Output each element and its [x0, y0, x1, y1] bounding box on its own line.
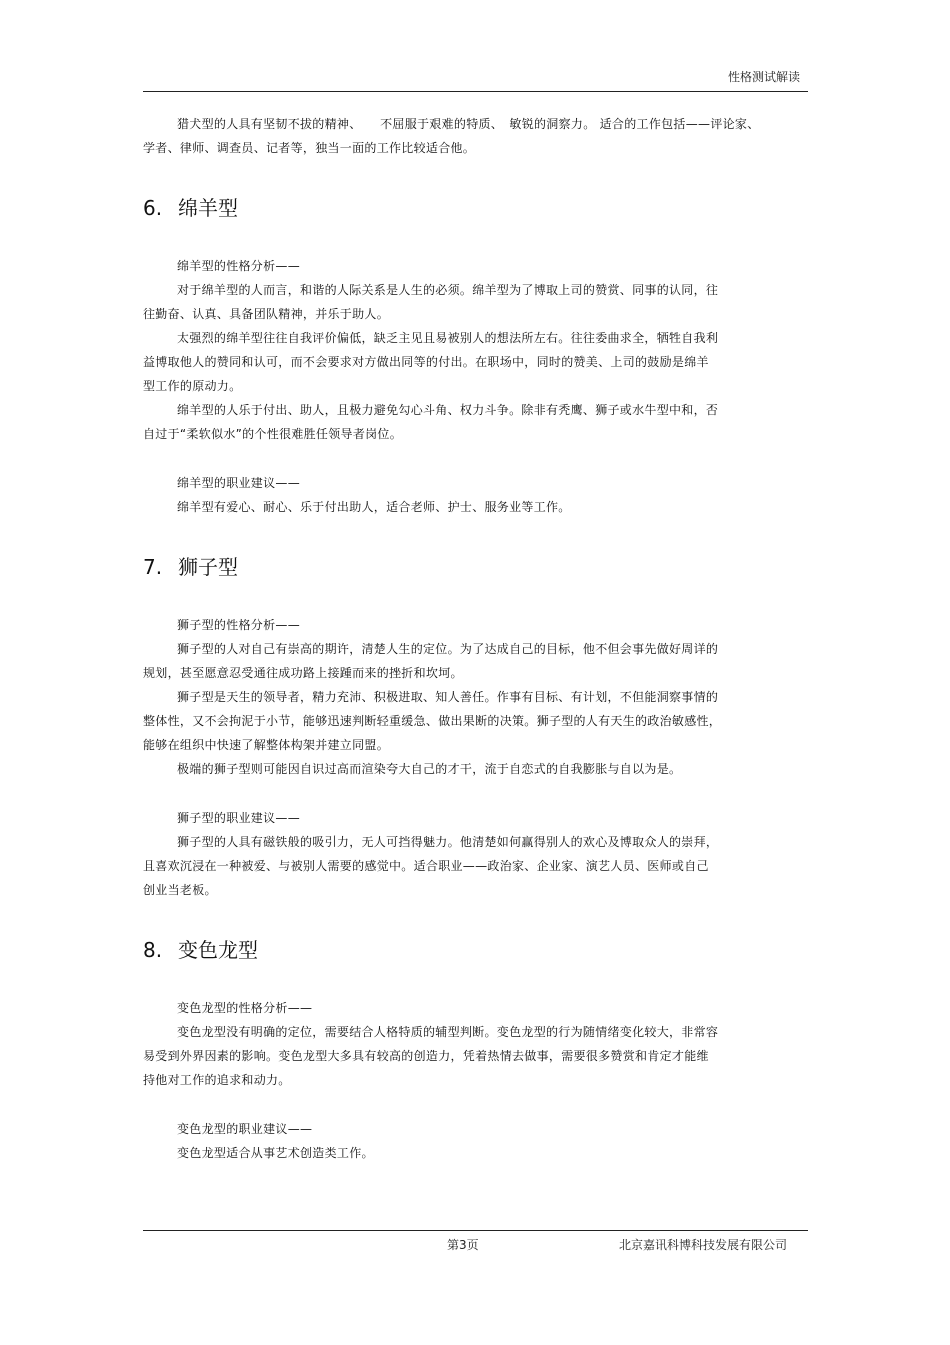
career-label: 变色龙型的职业建议—— [177, 1122, 313, 1136]
footer-divider [143, 1230, 808, 1231]
career-label: 绵羊型的职业建议—— [177, 476, 301, 490]
paragraph-line: 能够在组织中快速了解整体构架并建立同盟。 [143, 738, 390, 752]
analysis-label: 变色龙型的性格分析—— [177, 1001, 313, 1015]
section-heading [143, 555, 803, 579]
paragraph-line: 变色龙型适合从事艺术创造类工作。 [177, 1146, 374, 1160]
paragraph-line: 变色龙型没有明确的定位，需要结合人格特质的辅型判断。变色龙型的行为随情绪变化较大，非常容 [177, 1025, 719, 1039]
paragraph-line: 创业当老板。 [143, 883, 217, 897]
paragraph-line: 规划，甚至愿意忍受通往成功路上接踵而来的挫折和坎坷。 [143, 666, 463, 680]
paragraph-line: 绵羊型有爱心、耐心、乐于付出助人，适合老师、护士、服务业等工作。 [177, 500, 571, 514]
section-title: 狮子型 [178, 555, 238, 579]
document-body [143, 112, 803, 1165]
company-name: 北京嘉讯科博科技发展有限公司 [618, 1238, 787, 1252]
section-number: 6. [143, 196, 163, 220]
section-heading [143, 196, 803, 220]
paragraph-line: 绵羊型的人乐于付出、助人，且极力避免勾心斗角、权力斗争。除非有秃鹰、狮子或水牛型中和，否 [177, 403, 719, 417]
paragraph-line: 易受到外界因素的影响。变色龙型大多具有较高的创造力，凭着热情去做事，需要很多赞赏和肯定才能维 [143, 1049, 709, 1063]
paragraph-line: 自过于“柔软似水”的个性很难胜任领导者岗位。 [143, 427, 403, 441]
paragraph-line: 极端的狮子型则可能因自识过高而渲染夸大自己的才干，流于自恋式的自我膨胀与自以为是。 [177, 762, 682, 776]
paragraph-line: 狮子型的人对自己有崇高的期许，清楚人生的定位。为了达成自己的目标，他不但会事先做好周详的 [177, 642, 719, 656]
section-heading [143, 938, 803, 962]
paragraph-line: 型工作的原动力。 [143, 379, 242, 393]
paragraph-line: 持他对工作的追求和动力。 [143, 1073, 291, 1087]
analysis-label: 绵羊型的性格分析—— [177, 259, 301, 273]
section-number: 8. [143, 938, 163, 962]
paragraph-line: 整体性，又不会拘泥于小节，能够迅速判断轻重缓急、做出果断的决策。狮子型的人有天生的政治敏感性， [143, 714, 722, 728]
intro-line: 学者、律师、调查员、记者等，独当一面的工作比较适合他。 [143, 141, 476, 155]
header-title: 性格测试解读 [727, 70, 800, 84]
paragraph-line: 益博取他人的赞同和认可，而不会要求对方做出同等的付出。在职场中，同时的赞美、上司的鼓励是绵羊 [143, 355, 709, 369]
paragraph-line: 且喜欢沉浸在一种被爱、与被别人需要的感觉中。适合职业——政治家、企业家、演艺人员、医师或自己 [143, 859, 709, 873]
intro-line: 猎犬型的人具有坚韧不拔的精神、 不屈服于艰难的特质、 敏锐的洞察力。 适合的工作包括——评论家、 [177, 117, 760, 131]
paragraph-line: 狮子型是天生的领导者，精力充沛、积极进取、知人善任。作事有目标、有计划，不但能洞察事情的 [177, 690, 719, 704]
paragraph-line: 狮子型的人具有磁铁般的吸引力，无人可挡得魅力。他清楚如何赢得别人的欢心及博取众人的崇拜， [177, 835, 719, 849]
section-title: 变色龙型 [178, 938, 258, 962]
header-divider [143, 91, 808, 92]
section-number: 7. [143, 555, 163, 579]
analysis-label: 狮子型的性格分析—— [177, 618, 301, 632]
page-number: 第3页 [447, 1238, 479, 1252]
section-title: 绵羊型 [178, 196, 238, 220]
paragraph-line: 对于绵羊型的人而言，和谐的人际关系是人生的必须。绵羊型为了博取上司的赞赏、同事的认同，往 [177, 283, 719, 297]
paragraph-line: 太强烈的绵羊型往往自我评价偏低，缺乏主见且易被别人的想法所左右。往往委曲求全，牺牲自我利 [177, 331, 719, 345]
paragraph-line: 往勤奋、认真、具备团队精神，并乐于助人。 [143, 307, 390, 321]
career-label: 狮子型的职业建议—— [177, 811, 301, 825]
